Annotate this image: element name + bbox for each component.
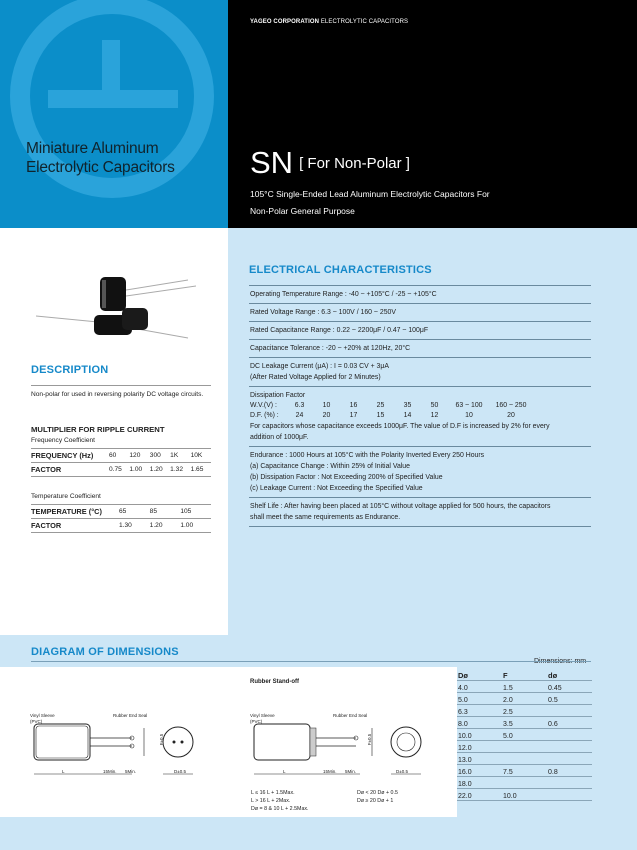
category-line1: Miniature Aluminum [26,140,159,157]
table-row [457,752,592,764]
ripple-multiplier-heading: MULTIPLIER FOR RIPPLE CURRENT [31,425,165,434]
description-text: Non-polar for used in reversing polarity DC voltage circuits. [31,391,204,398]
pitch-tol-label: F±0.5 [159,733,165,746]
diameter-notes [357,789,398,805]
lead-diameter-cell [547,704,592,716]
lead-diameter-cell [547,776,592,788]
df-value: 20 [322,412,331,419]
electrical-table [249,285,591,527]
lead-diameter-cell: 0.6 [547,716,592,728]
diameter-tol-label: D±0.5 [396,769,408,774]
lead-diameter-cell: 0.8 [547,764,592,776]
vinyl-sleeve-label: Vinyl Sleeve [250,713,275,718]
table-row [457,680,592,692]
length-label: L [283,769,286,774]
df-value: 12 [430,412,439,419]
capacitor-photo [36,272,196,347]
operating-temp-row: Operating Temperature Range : -40 ~ +105°C / -25 ~ +105°C [249,285,591,303]
leakage-row [249,357,591,386]
df-value: 20 [507,412,515,419]
dissipation-row [249,386,591,446]
category-line2: Electrolytic Capacitors [26,159,175,176]
table-row [457,704,592,716]
wv-line [250,401,591,411]
diameter-cell: 16.0 [457,764,502,776]
lead-diameter-cell [547,788,592,800]
table-row [31,449,211,463]
factor-value: 1.20 [150,463,170,477]
df-value: 14 [403,412,412,419]
df-note-cont: addition of 1000μF. [250,434,309,441]
wv-value: 35 [403,402,412,409]
header-lead-diameter: dø [547,668,592,680]
table-row [457,728,592,740]
temperature-table [31,504,211,533]
brand-line [250,19,408,25]
electrical-heading: ELECTRICAL CHARACTERISTICS [249,264,432,276]
factor-value: 1.00 [129,463,149,477]
note-length-2: L > 16 L + 2Max. [251,798,291,804]
rated-voltage-row: Rated Voltage Range : 6.3 ~ 100V / 160 ~ 250V [249,303,591,321]
diameter-cell: 22.0 [457,788,502,800]
temperature-value: 65 [119,505,150,519]
frequency-label: FREQUENCY (Hz) [31,449,109,463]
table-row [457,764,592,776]
series-desc-line2: Non-Polar General Purpose [250,206,355,216]
factor-value: 1.30 [119,519,150,533]
lead-diameter-cell: 0.5 [547,692,592,704]
shelf-life-cont: shall meet the same requirements as Endurance. [250,514,401,521]
logo-watermark-icon [0,0,228,228]
lead-diameter-cell [547,752,592,764]
rubber-seal-label: Rubber End Seal [333,713,368,718]
table-row [457,716,592,728]
header-pitch: F [502,668,547,680]
table-header-row [457,668,592,680]
lead-diameter-cell: 0.45 [547,680,592,692]
endurance-b: (b) Dissipation Factor : Not Exceeding 200% of Specified Value [250,474,443,481]
note-length-1: L ≤ 16 L + 1.5Max. [251,790,295,796]
diameter-cell: 5.0 [457,692,502,704]
series-desc-line1: 105°C Single-Ended Lead Aluminum Electrolytic Capacitors For [250,189,490,199]
lead-15min-label: 15Min. [323,769,337,774]
frequency-value: 120 [129,449,149,463]
wv-value: 25 [376,402,385,409]
length-notes [251,789,309,813]
table-row [31,519,211,533]
pitch-cell: 2.5 [502,704,547,716]
rubber-seal-label: Rubber End Seal [113,713,148,718]
table-row [457,788,592,800]
temperature-label: TEMPERATURE (°C) [31,505,119,519]
brand-category: ELECTROLYTIC CAPACITORS [320,19,409,25]
pitch-tol-label: F±0.5 [367,733,373,746]
temperature-value: 85 [150,505,181,519]
df-label: D.F. (%) : [250,412,279,419]
capacitor-small [122,308,148,330]
wv-value: 50 [430,402,439,409]
factor-value: 1.20 [150,519,181,533]
pitch-cell [502,752,547,764]
temperature-coefficient-label: Temperature Coefficient [31,493,101,500]
factor-label: FACTOR [31,463,109,477]
table-row [457,692,592,704]
pvc-label: (PVC) [30,719,43,724]
diameter-cell: 12.0 [457,740,502,752]
table-row [457,776,592,788]
leakage-formula: DC Leakage Current (μA) : I = 0.03 CV + 3μA [250,363,389,370]
pitch-cell: 10.0 [502,788,547,800]
dimensions-table [457,668,592,801]
lead-5min-label: 5Min. [345,769,357,774]
df-note: For capacitors whose capacitance exceeds 1000μF. The value of D.F is increased by 2% for every [250,423,550,430]
shelf-life-row [249,497,591,527]
vinyl-sleeve-label: Vinyl Sleeve [30,713,55,718]
pitch-cell [502,740,547,752]
lead-diameter-cell [547,740,592,752]
pitch-cell: 2.0 [502,692,547,704]
pitch-cell: 7.5 [502,764,547,776]
dimensions-heading: DIAGRAM OF DIMENSIONS [31,646,179,658]
note-diameter-2: Dø ≥ 20 Dø + 1 [357,798,394,804]
diameter-cell: 10.0 [457,728,502,740]
leakage-note: (After Rated Voltage Applied for 2 Minutes) [250,374,381,381]
endurance-a: (a) Capacitance Change : Within 25% of Initial Value [250,463,410,470]
wv-value: 160 ~ 250 [495,402,527,409]
description-heading: DESCRIPTION [31,364,109,376]
divider [31,661,591,662]
length-label: L [62,769,65,774]
wv-value: 10 [322,402,331,409]
lead-diameter-cell [547,728,592,740]
tolerance-row: Capacitance Tolerance : -20 ~ +20% at 120Hz, 20°C [249,339,591,357]
diameter-cell: 4.0 [457,680,502,692]
note-diameter-1: Dø < 20 Dø + 0.5 [357,790,398,796]
header-blue-panel [0,0,228,228]
temperature-value: 105 [180,505,211,519]
diameter-cell: 6.3 [457,704,502,716]
df-title: Dissipation Factor [250,392,306,399]
endurance-row [249,446,591,497]
df-value: 15 [376,412,385,419]
lead-5min-label: 5Min. [125,769,137,774]
series-title [250,146,410,181]
df-value: 24 [295,412,304,419]
wv-value: 63 ~ 100 [455,402,483,409]
endurance-c: (c) Leakage Current : Not Exceeding the Specified Value [250,485,423,492]
pitch-cell [502,776,547,788]
lead-15min-label: 15Min. [103,769,117,774]
category-title [26,139,226,177]
diagram-standard-drawing [28,710,218,780]
frequency-value: 10K [191,449,211,463]
pvc-label: (PVC) [250,719,263,724]
diameter-cell: 13.0 [457,752,502,764]
table-row [457,740,592,752]
pitch-cell: 3.5 [502,716,547,728]
table-row [31,505,211,519]
factor-label: FACTOR [31,519,119,533]
df-line [250,411,591,421]
pitch-cell: 5.0 [502,728,547,740]
brand-name: YAGEO CORPORATION [250,19,320,25]
factor-value: 1.00 [180,519,211,533]
table-row [31,463,211,477]
factor-value: 0.75 [109,463,129,477]
wv-value: 16 [349,402,358,409]
frequency-coefficient-label: Frequency Coefficient [31,437,96,444]
series-code: SN [250,145,294,180]
wv-value: 6.3 [294,402,305,409]
diameter-cell: 8.0 [457,716,502,728]
frequency-value: 300 [150,449,170,463]
divider [31,385,211,386]
factor-value: 1.32 [170,463,190,477]
wv-label: W.V.(V) : [250,402,277,409]
endurance-title: Endurance : 1000 Hours at 105°C with the Polarity Inverted Every 250 Hours [250,452,485,459]
header-diameter: Dø [457,668,502,680]
frequency-table [31,448,211,477]
df-value: 10 [465,412,473,419]
df-value: 17 [349,412,358,419]
rubber-standoff-heading: Rubber Stand-off [250,679,299,685]
series-subtitle: [ For Non-Polar ] [299,155,410,172]
note-length-3: Dø = 8 & 10 L + 2.5Max. [251,806,309,812]
shelf-life-text: Shelf Life : After having been placed at 105°C without voltage applied for 500 hours, the capacitors [250,503,551,510]
factor-value: 1.65 [191,463,211,477]
pitch-cell: 1.5 [502,680,547,692]
diameter-tol-label: D±0.5 [174,769,186,774]
diameter-cell: 18.0 [457,776,502,788]
frequency-value: 60 [109,449,129,463]
capacitance-row: Rated Capacitance Range : 0.22 ~ 2200μF / 0.47 ~ 100μF [249,321,591,339]
frequency-value: 1K [170,449,190,463]
